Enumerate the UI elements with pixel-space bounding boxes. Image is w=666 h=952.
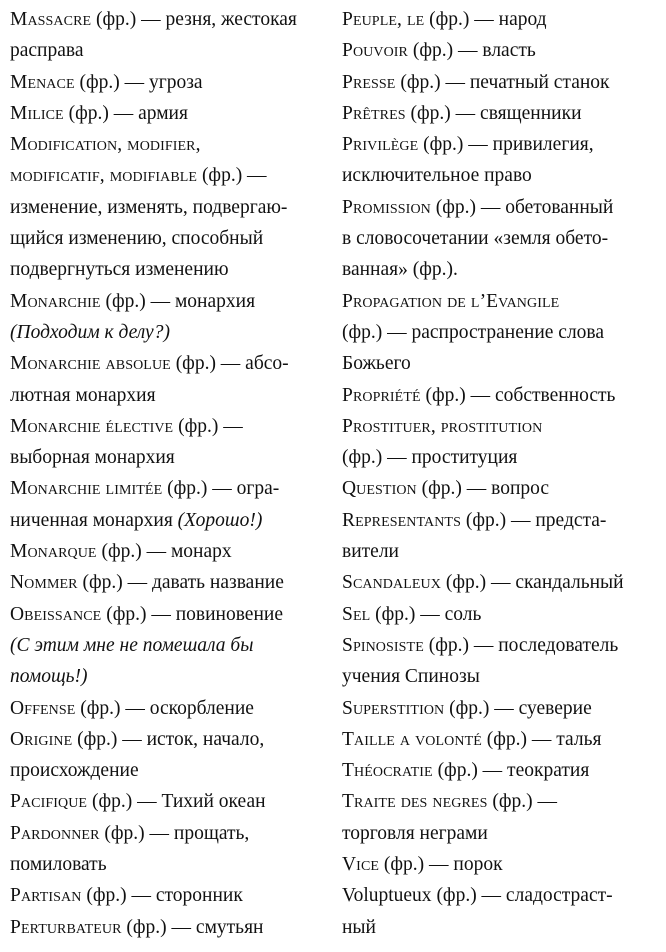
definition: (фр.) — Тихий океан <box>87 791 266 813</box>
entry-line <box>10 912 335 943</box>
headword: Presse <box>342 71 396 93</box>
glossary-entry <box>10 411 335 474</box>
entry-line <box>342 4 664 35</box>
headword: Partisan <box>10 885 82 907</box>
entry-line <box>10 192 335 223</box>
definition: (фр.) — сторонник <box>81 885 243 907</box>
headword: Propagation de l’Evangile <box>342 290 560 312</box>
definition: Voluptueux <box>342 885 432 907</box>
headword: Modification, modifier, <box>10 134 201 156</box>
definition: (фр.) — монархия <box>100 290 256 312</box>
glossary-entry <box>342 786 664 849</box>
headword: Monarchie absolue <box>10 353 171 375</box>
glossary-entry <box>342 4 664 35</box>
glossary-entry <box>10 880 335 911</box>
glossary-entry <box>10 129 335 285</box>
glossary-entry <box>10 67 335 98</box>
entry-line <box>342 880 664 911</box>
headword: Scandaleux <box>342 572 441 594</box>
definition: (фр.) — соль <box>370 603 482 625</box>
headword: Obeissance <box>10 603 102 625</box>
definition: (фр.) — скандальный <box>440 572 624 594</box>
headword: Vice <box>342 854 380 876</box>
glossary-entry <box>10 348 335 411</box>
entry-line <box>10 348 335 379</box>
entry-line <box>10 536 335 567</box>
definition: (фр.) — <box>197 165 267 187</box>
headword: Taille a volonté <box>342 728 482 750</box>
entry-line <box>10 442 335 473</box>
glossary-entry <box>342 192 664 286</box>
entry-line <box>342 473 664 504</box>
definition: щийся изменению, способный <box>10 228 264 250</box>
glossary-column-left <box>10 4 335 943</box>
glossary-entry <box>10 536 335 567</box>
glossary-entry <box>10 599 335 693</box>
definition: (фр.) — талья <box>481 728 602 750</box>
entry-line <box>10 880 335 911</box>
entry-line <box>342 786 664 817</box>
glossary-entry <box>342 35 664 66</box>
glossary-entry <box>10 4 335 67</box>
margin-note: (Хорошо!) <box>177 509 263 531</box>
glossary-entry <box>342 849 664 880</box>
headword: Milice <box>10 102 64 124</box>
definition: (фр.) — распространение слова <box>342 321 605 343</box>
definition: в словосочетании «земля обето- <box>342 228 609 250</box>
headword: modificatif, modifiable <box>10 165 198 187</box>
glossary-entry <box>10 912 335 943</box>
entry-line <box>342 317 664 348</box>
definition: помиловать <box>10 854 107 876</box>
entry-line <box>10 254 335 285</box>
headword: Spinosiste <box>342 634 424 656</box>
headword: Traite des negres <box>342 791 488 813</box>
entry-line <box>342 380 664 411</box>
entry-line <box>10 411 335 442</box>
glossary-entry <box>342 98 664 129</box>
glossary-entry <box>342 755 664 786</box>
headword: Perturbateur <box>10 916 122 938</box>
definition: (фр.) — порок <box>379 854 503 876</box>
entry-line <box>10 567 335 598</box>
definition: (фр.) — <box>487 791 557 813</box>
definition: (фр.) — огра- <box>162 478 280 500</box>
headword: Prêtres <box>342 102 406 124</box>
definition: расправа <box>10 40 84 62</box>
headword: Question <box>342 478 417 500</box>
entry-line <box>342 129 664 160</box>
headword: Prostituer, prostitution <box>342 415 543 437</box>
entry-line <box>10 380 335 411</box>
entry-line <box>342 286 664 317</box>
entry-line <box>342 724 664 755</box>
entry-line <box>10 693 335 724</box>
definition: учения Спинозы <box>342 666 480 688</box>
headword: Promission <box>342 196 431 218</box>
glossary-entry <box>342 567 664 598</box>
headword: Menace <box>10 71 75 93</box>
definition: торговля неграми <box>342 822 488 844</box>
glossary-entry <box>10 473 335 536</box>
glossary-entry <box>10 724 335 787</box>
definition: (фр.) — абсо- <box>170 353 289 375</box>
glossary-entry <box>10 567 335 598</box>
glossary-entry <box>342 693 664 724</box>
definition: вители <box>342 541 399 563</box>
entry-line <box>342 849 664 880</box>
headword: Sel <box>342 603 371 625</box>
entry-line <box>10 849 335 880</box>
entry-line <box>10 223 335 254</box>
glossary-entry <box>10 286 335 349</box>
headword: Monarchie limitée <box>10 478 163 500</box>
definition: (фр.) — теократия <box>432 760 590 782</box>
entry-line <box>342 442 664 473</box>
entry-line <box>10 4 335 35</box>
entry-line <box>10 599 335 630</box>
definition: исключительное право <box>342 165 532 187</box>
headword: Monarchie <box>10 290 101 312</box>
entry-line <box>10 786 335 817</box>
headword: Pouvoir <box>342 40 408 62</box>
headword: Superstition <box>342 697 445 719</box>
headword: Monarque <box>10 541 97 563</box>
headword: Propriété <box>342 384 421 406</box>
headword: Privilège <box>342 134 419 156</box>
glossary-entry <box>342 411 664 474</box>
entry-line <box>342 567 664 598</box>
definition: ный <box>342 916 376 938</box>
headword: Pacifique <box>10 791 88 813</box>
definition: подвергнуться изменению <box>10 259 229 281</box>
headword: Offense <box>10 697 76 719</box>
definition: ванная» (фр.). <box>342 259 458 281</box>
definition: (фр.) — привилегия, <box>418 134 594 156</box>
glossary-entry <box>342 129 664 192</box>
definition: (фр.) — власть <box>408 40 536 62</box>
entry-line <box>342 599 664 630</box>
definition: ниченная монархия <box>10 509 178 531</box>
glossary-entry <box>342 724 664 755</box>
glossary-entry <box>342 630 664 693</box>
glossary-entry <box>342 286 664 380</box>
glossary-column-right <box>342 4 664 943</box>
entry-line <box>342 912 664 943</box>
glossary-entry <box>342 380 664 411</box>
definition: Божьего <box>342 353 411 375</box>
definition: (фр.) — народ <box>424 9 547 30</box>
entry-line <box>342 254 664 285</box>
definition: (фр.) — <box>173 415 243 437</box>
entry-line <box>10 505 335 536</box>
glossary-entry <box>342 599 664 630</box>
headword: Pardonner <box>10 822 100 844</box>
definition: (фр.) — монарх <box>96 541 232 563</box>
definition: (фр.) — давать название <box>77 572 284 594</box>
entry-line <box>10 661 335 692</box>
definition: (фр.) — сладостраст- <box>431 885 613 907</box>
headword: Origine <box>10 728 73 750</box>
entry-line <box>10 724 335 755</box>
definition: (фр.) — обетованный <box>430 196 614 218</box>
headword: Théocratie <box>342 760 433 782</box>
margin-note: (С этим мне не помешала бы <box>10 634 254 656</box>
definition: (фр.) — суеверие <box>444 697 592 719</box>
entry-line <box>342 35 664 66</box>
definition: (фр.) — проституция <box>342 447 518 469</box>
entry-line <box>342 192 664 223</box>
glossary-page <box>0 4 666 952</box>
definition: (фр.) — священники <box>405 102 582 124</box>
entry-line <box>342 348 664 379</box>
headword: Nommer <box>10 572 78 594</box>
entry-line <box>342 755 664 786</box>
entry-line <box>342 223 664 254</box>
entry-line <box>10 630 335 661</box>
glossary-entry <box>342 67 664 98</box>
glossary-entry <box>10 98 335 129</box>
definition: (фр.) — собственность <box>420 384 616 406</box>
entry-line <box>10 160 335 191</box>
glossary-entry <box>342 880 664 943</box>
definition: (фр.) — повиновение <box>101 603 283 625</box>
glossary-entry <box>10 693 335 724</box>
definition: (фр.) — смутьян <box>121 916 264 938</box>
glossary-entry <box>10 818 335 881</box>
headword: Monarchie élective <box>10 415 174 437</box>
entry-line <box>342 536 664 567</box>
definition: (фр.) — прощать, <box>99 822 250 844</box>
glossary-entry <box>342 473 664 504</box>
headword: Massacre <box>10 9 92 30</box>
entry-line <box>342 630 664 661</box>
entry-line <box>342 160 664 191</box>
definition: (фр.) — армия <box>63 102 188 124</box>
entry-line <box>10 129 335 160</box>
margin-note: (Подходим к делу?) <box>10 321 170 343</box>
definition: (фр.) — последователь <box>423 634 619 656</box>
headword: Peuple, le <box>342 9 425 30</box>
definition: (фр.) — исток, начало, <box>72 728 265 750</box>
definition: изменение, изменять, подвергаю- <box>10 196 288 218</box>
entry-line <box>342 411 664 442</box>
definition: лютная монархия <box>10 384 156 406</box>
entry-line <box>342 98 664 129</box>
definition: (фр.) — предста- <box>460 509 607 531</box>
definition: (фр.) — оскорбление <box>75 697 254 719</box>
entry-line <box>10 67 335 98</box>
definition: (фр.) — угроза <box>74 71 203 93</box>
definition: (фр.) — вопрос <box>416 478 550 500</box>
definition: выборная монархия <box>10 447 175 469</box>
definition: происхождение <box>10 760 139 782</box>
entry-line <box>10 98 335 129</box>
entry-line <box>10 286 335 317</box>
entry-line <box>342 818 664 849</box>
entry-line <box>342 661 664 692</box>
entry-line <box>342 693 664 724</box>
entry-line <box>10 755 335 786</box>
margin-note: помощь!) <box>10 666 88 688</box>
glossary-entry <box>342 505 664 568</box>
entry-line <box>10 818 335 849</box>
definition: (фр.) — печатный станок <box>395 71 610 93</box>
definition: (фр.) — резня, жестокая <box>91 9 297 30</box>
entry-line <box>10 317 335 348</box>
entry-line <box>10 35 335 66</box>
entry-line <box>342 67 664 98</box>
glossary-entry <box>10 786 335 817</box>
entry-line <box>10 473 335 504</box>
headword: Representants <box>342 509 461 531</box>
entry-line <box>342 505 664 536</box>
